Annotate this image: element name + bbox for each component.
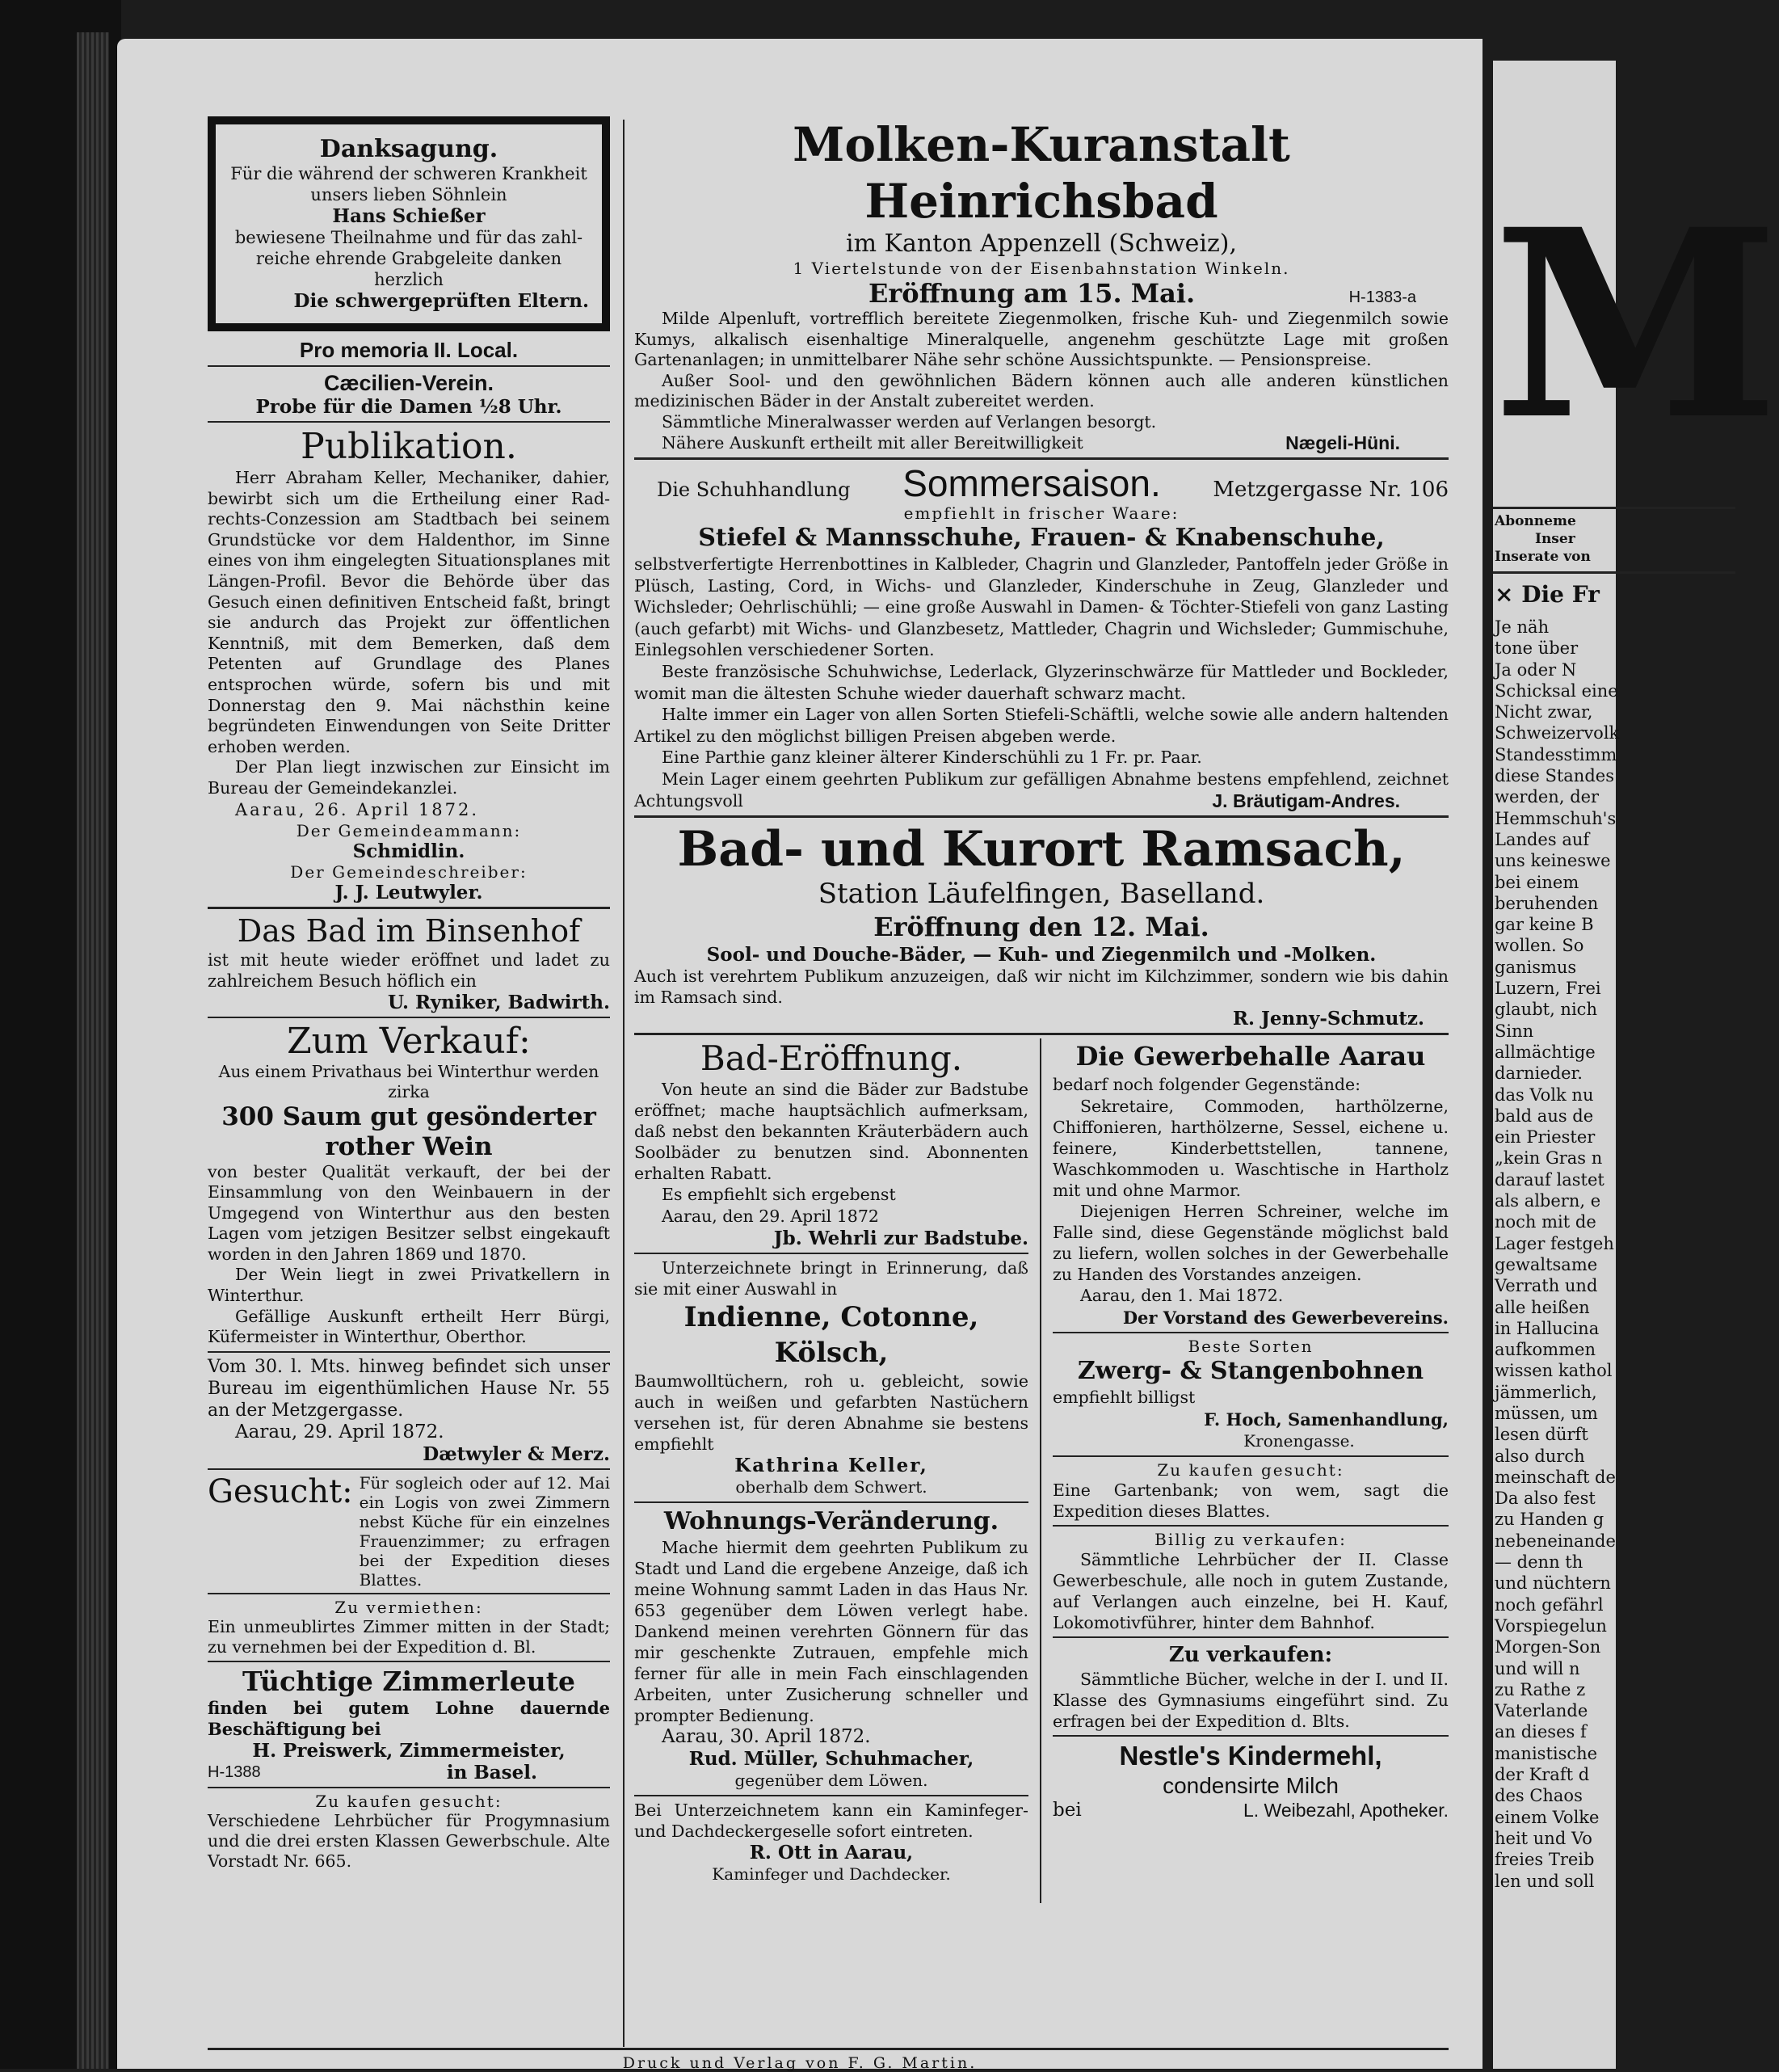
kaufen-text: Verschiedene Lehrbücher für Progymnasium und die drei ersten Klassen Gewerbschule. Alte Vorstadt Nr. 665. [208,1810,610,1871]
bureau-text: Vom 30. l. Mts. hinweg befindet sich unser Bureau im eigenthümlichen Hause Nr. 55 an der Metzgergasse. [208,1356,610,1421]
badeoeffnung-text-2: Es empfiehlt sich ergebenst [662,1185,896,1205]
divider [208,1351,610,1353]
column-rule [623,120,625,2047]
wohnung-date: Aarau, 30. April 1872. [662,1726,871,1748]
divider [634,1033,1449,1035]
next-page-article-text [1495,617,1619,1892]
publikation-text: Herr Abraham Keller, Mechaniker, dahier, bewirbt sich um die Ertheilung einer Rad-rechts-Conzession am Stadtbach bei seinem Grundstücke vor dem Haldenthor, im Sinne eines von ihm eingelegten Situationsplanes mit Längen-Profil. Bevor die Behörde über das Gesuch einen definitiven Entscheid faßt, bringt sie andurch das Projekt zur öffentlichen Kenntniß, mit dem Bemerken, daß dem Petenten auf Grundlage des Planes entsprochen würde, sofern bis und mit Donnerstag den 9. Mai nächsthin keine begründeten Einwendungen von Seite Dritter erhoben werden. [208,468,610,756]
next-page-article-title: × Die Fr [1495,581,1600,608]
danksagung-signature: Die schwergeprüften Eltern. [293,290,589,312]
next-page-text-line: lesen dürft [1495,1425,1588,1445]
next-page-text-line: des Chaos [1495,1786,1583,1806]
badeoeffnung-title: Bad-Eröffnung. [700,1038,963,1079]
indienne-title: Indienne, Cotonne, Kölsch, [683,1301,979,1370]
ramsach-subtitle: Station Läufelfingen, Baselland. [818,878,1265,911]
divider [1053,1332,1449,1333]
divider [634,815,1449,818]
nestle-bei: bei [1053,1800,1082,1821]
next-page-text-line: manistische [1495,1743,1598,1763]
zimmerleute-signature: H. Preiswerk, Zimmermeister, [252,1739,566,1762]
middle-left-subcolumn [634,1038,1028,1885]
next-page-text-line: alle heißen [1495,1297,1590,1317]
next-page-text-line: wissen kathol [1495,1361,1613,1381]
kaminfeger-signature-2: Kaminfeger und Dachdecker. [712,1864,951,1885]
next-page-text-line: Sinn [1495,1021,1534,1041]
next-page-text-line: noch gefährl [1495,1594,1604,1615]
indienne-signature-2: oberhalb dem Schwert. [735,1477,927,1497]
billig-title: Billig zu verkaufen: [1154,1530,1347,1550]
next-page-text-line: Schicksal eine [1495,680,1618,701]
next-page-text-line: uns keineswe [1495,851,1611,871]
zimmerleute-text: finden bei gutem Lohne dauernde Beschäftigung bei [208,1697,610,1739]
vermiethen-text: Ein unmeublirtes Zimmer mitten in der Stadt; zu vernehmen bei der Expedition d. Bl. [208,1616,610,1657]
molken-text-4: Nähere Auskunft ertheilt mit aller Bereitwilligkeit [662,433,1083,453]
bohnen-text: empfiehlt billigst [1053,1388,1196,1408]
divider [634,1253,1028,1254]
middle-section [634,116,1449,1903]
bureau-date: Aarau, 29. April 1872. [235,1421,444,1442]
binsenhof-title: Das Bad im Binsenhof [237,912,581,949]
next-page-text-line: Verrath und [1495,1276,1598,1296]
verkauf-title: Zum Verkauf: [287,1020,531,1062]
next-page-text-line: Schweizervolk [1495,723,1620,743]
wohnung-title: Wohnungs-Veränderung. [663,1507,999,1536]
next-page-text-line: jämmerlich, [1495,1382,1597,1402]
gewerbehalle-subtitle: bedarf noch folgender Gegenstände: [1053,1075,1361,1095]
middle-subcolumns [634,1038,1449,1903]
gewerbehalle-date: Aarau, den 1. Mai 1872. [1080,1286,1284,1306]
next-page-text-line: „kein Gras n [1495,1148,1603,1169]
sommer-text-3: Halte immer ein Lager von allen Sorten Stiefeli-Schäftli, welche sowie alle andern haltenden Artikel zu den möglichst billigen Preisen abgeben werde. [634,705,1449,746]
next-page-text-line: aufkommen [1495,1340,1596,1360]
bohnen-signature-2: Kronengasse. [1243,1431,1355,1451]
gewerbehalle-text: Sekretaire, Commoden, harthölzerne, Chiffonieren, harthölzerne, Sessel, eichene u. feinere, Kinderbettstellen, tannene, Waschkommoden u. Waschtische in Hartholz mit und ohne Marmor. [1053,1097,1449,1201]
next-page-text-line: beruhenden [1495,893,1599,913]
next-page-text-line: also durch [1495,1446,1585,1466]
sommer-head: Stiefel & Mannsschuhe, Frauen- & Knabenschuhe, [698,524,1385,552]
indienne-signature: Kathrina Keller, [734,1455,928,1477]
nestle-signature: L. Weibezahl, Apotheker. [1243,1800,1449,1821]
next-page-text-line: darauf lastet [1495,1169,1604,1190]
next-page-text-line: ganismus [1495,957,1577,977]
next-page-edge [1493,61,1779,2069]
next-page-text-line: meinschaft de [1495,1467,1616,1487]
bohnen-signature: F. Hoch, Samenhandlung, [1204,1409,1449,1430]
next-page-text-line: in Hallucina [1495,1318,1600,1338]
gewerbehalle-signature: Der Vorstand des Gewerbevereins. [1122,1308,1449,1329]
zuverkaufen-text: Sämmtliche Bücher, welche in der I. und II. Klasse des Gymnasiums eingeführt sind. Zu erfragen bei der Expedition d. Blts. [1053,1670,1449,1732]
divider [1053,1525,1449,1527]
badeoeffnung-text: Von heute an sind die Bäder zur Badstube eröffnet; mache hauptsächlich aufmerksam, daß nebst den bekannten Kräuterbädern auch Soolbäder zu benutzen sind. Abonnenten erhalten Rabatt. [634,1080,1028,1184]
next-page-text-line: Ja oder N [1495,659,1577,680]
next-page-text-line: bald aus de [1495,1105,1594,1126]
danksagung-title: Danksagung. [319,135,498,163]
next-page-text-line: zu Handen g [1495,1510,1604,1530]
sommer-header [634,463,1449,503]
nestle-subtitle: condensirte Milch [1163,1773,1339,1799]
next-page-inser: Inser [1535,531,1575,547]
danksagung-line: Für die während der schweren Krankheit [230,164,587,183]
divider [208,1017,610,1018]
divider [208,421,610,423]
ramsach-opening: Eröffnung den 12. Mai. [873,912,1209,943]
sommer-title: Sommersaison. [902,462,1161,504]
sommer-text-4: Eine Parthie ganz kleiner älterer Kinderschühli zu 1 Fr. pr. Paar. [662,748,1202,768]
wohnung-signature-2: gegenüber dem Löwen. [734,1771,928,1791]
next-page-text-line: allmächtige [1495,1042,1596,1062]
wohnung-signature: Rud. Müller, Schuhmacher, [688,1748,974,1771]
publikation-ammann: Schmidlin. [352,840,465,862]
book-binding [0,0,121,2069]
next-page-text-line: Lager festgeh [1495,1233,1614,1253]
publikation-ammann-label: Der Gemeindeammann: [296,820,522,840]
subcolumn-rule [1040,1038,1041,1903]
publikation-title: Publikation. [301,426,517,467]
next-page-text-line: Standesstimm [1495,744,1617,764]
divider [1053,1636,1449,1638]
bohnen-pre: Beste Sorten [1188,1337,1314,1357]
ramsach-line: Sool- und Douche-Bäder, — Kuh- und Ziegenmilch und -Molken. [706,944,1377,967]
next-page-text-line: darnieder. [1495,1063,1583,1084]
kaufen-title: Zu kaufen gesucht: [315,1791,503,1811]
next-page-inserate: Inserate von [1495,549,1591,565]
sommer-left: Die Schuhhandlung [657,478,851,501]
next-page-text-line: freies Treib [1495,1850,1595,1870]
publikation-date: Aarau, 26. April 1872. [235,799,480,819]
middle-right-subcolumn [1053,1038,1449,1821]
next-page-masthead-letter: M [1493,174,1779,477]
publikation-plan: Der Plan liegt inzwischen zur Einsicht im Bureau der Gemeindekanzlei. [208,757,610,798]
verkauf-wein: 300 Saum gut gesönderter rother Wein [221,1101,596,1161]
imprint: Druck und Verlag von F. G. Martin. [622,2054,978,2072]
divider [208,907,610,909]
next-page-text-line: Hemmschuh's [1495,808,1617,828]
next-page-text-line: als albern, e [1495,1191,1601,1211]
gesucht-notice [208,1473,610,1590]
kaminfeger-signature: R. Ott in Aarau, [749,1842,914,1864]
molken-footer [634,432,1449,454]
next-page-text-line: len und soll [1495,1871,1595,1891]
next-page-text-line: Je näh [1495,617,1550,637]
divider [208,1787,610,1788]
verkauf-text: von bester Qualität verkauft, der bei der Einsammlung von den Weinbauern in der Umgegend von Winterthur aus den besten Lagen vom jetzigen Besitzer selbst eingekauft worden in den Jahren 1869 und 1870. [208,1161,610,1264]
molken-text: Milde Alpenluft, vortrefflich bereitete Ziegenmolken, frische Kuh- und Ziegenmilch sowie Kumys, alkalisch eisenhaltige Mineralquelle, angenehm geschützte Lage mit großen Gartenanlagen; in unmittelbarer Nähe sehr schöne Aussichtspunkte. — Pensionspreise. [634,309,1449,369]
next-page-text-line: Vorspiegelun [1495,1615,1607,1636]
gartenbank-text: Eine Gartenbank; von wem, sagt die Expedition dieses Blattes. [1053,1480,1449,1522]
nestle-footer [1053,1800,1449,1821]
next-page-text-line: Morgen-Son [1495,1637,1601,1657]
molken-opening-row [634,278,1449,309]
next-page-text-line: müssen, um [1495,1403,1598,1423]
next-page-text-line: der Kraft d [1495,1765,1590,1785]
ramsach-signature: R. Jenny-Schmutz. [1232,1008,1424,1030]
sommer-text-2: Beste französische Schuhwichse, Lederlack, Glyzerinschwärze für Mattleder und Bockleder, womit man die ältesten Schuhe wieder dauerhaft schwarz macht. [634,661,1449,703]
next-page-text-line: an dieses f [1495,1722,1587,1742]
next-page-text-line: einem Volke [1495,1807,1600,1827]
billig-text: Sämmtliche Lehrbücher der II. Classe Gewerbeschule, alle noch in gutem Zustande, auf Verlangen auch einzelne, bei H. Kauf, Lokomotivführer, hinter dem Bahnhof. [1053,1550,1449,1633]
next-page-text-line: zu Rathe z [1495,1679,1586,1699]
sommer-text: selbstverfertigte Herrenbottines in Kalbleder, Chagrin und Glanzleder, Pantoffeln jeder Größe in Plüsch, Lasting, Cord, in Wichs- und Glanzleder, Kinderschuhe in Zeug, Glanzleder und Wichsleder; Oehrlischühli; — eine große Auswahl in Damen- & Töchter-Stiefeli von ganz Lasting (auch gefarbt) mit Wichs- und Glanzbesetz, Mattleder, Chagrin und Wichsleder; Gummischuhe, Einlegsohlen verschiedener Sorten. [634,554,1449,660]
next-page-text-line: Da also fest [1495,1489,1596,1509]
next-page-text-line: ein Priester [1495,1127,1596,1148]
next-page-text-line: gar keine B [1495,915,1594,935]
divider [634,1501,1028,1503]
binsenhof-text: ist mit heute wieder eröffnet und ladet zu zahlreichem Besuch höflich ein [208,950,610,991]
next-page-rule [1493,507,1735,509]
divider [634,1795,1028,1796]
molken-signature: Nægeli-Hüni. [1285,432,1400,453]
nestle-title: Nestle's Kindermehl, [1119,1741,1382,1771]
divider [634,457,1449,460]
next-page-text-line: Luzern, Frei [1495,979,1601,999]
verkauf-intro: Aus einem Privathaus bei Winterthur werden zirka [218,1061,599,1101]
gesucht-text: Für sogleich oder auf 12. Mai ein Logis von zwei Zimmern nebst Küche für ein einzelnes Frauenzimmer; zu erfragen bei der Expedition dieses Blattes. [359,1472,610,1590]
verkauf-text-2: Der Wein liegt in zwei Privatkellern in Winterthur. [208,1265,610,1306]
next-page-text-line: — denn th [1495,1552,1583,1573]
next-page-text-line: wollen. So [1495,936,1584,956]
danksagung-line: bewiesene Theilnahme und für das zahl- [234,228,583,247]
next-page-text-line: das Volk nu [1495,1084,1594,1105]
badeoeffnung-signature: Jb. Wehrli zur Badstube. [773,1228,1028,1250]
next-page-text-line: nebeneinande [1495,1531,1616,1551]
binsenhof-signature: U. Ryniker, Badwirth. [388,991,610,1013]
caecilien-probe: Probe für die Damen ½8 Uhr. [255,396,562,418]
molken-opening: Eröffnung am 15. Mai. [868,278,1196,309]
divider [1053,1735,1449,1737]
zimmerleute-code: H-1388 [208,1762,261,1781]
bohnen-title: Zwerg- & Stangenbohnen [1077,1357,1424,1386]
next-page-text-line: noch mit de [1495,1212,1596,1232]
danksagung-name: Hans Schießer [332,205,486,227]
molken-code: H-1383-a [1348,288,1416,306]
next-page-abonnement: Abonneme [1495,513,1576,529]
ramsach-text: Auch ist verehrtem Publikum anzuzeigen, daß wir nicht im Kilchzimmer, sondern wie bis dahin im Ramsach sind. [634,967,1449,1008]
zuverkaufen-title: Zu verkaufen: [1168,1643,1333,1668]
danksagung-notice [208,116,610,331]
molken-subtitle: im Kanton Appenzell (Schweiz), [845,230,1238,258]
zimmerleute-city: in Basel. [446,1761,537,1784]
publikation-schreiber-label: Der Gemeindeschreiber: [290,861,528,882]
danksagung-line: unsers lieben Söhnlein [310,185,507,204]
molken-text-3: Sämmtliche Mineralwasser werden auf Verlangen besorgt. [662,411,1157,432]
verkauf-text-3: Gefällige Auskunft ertheilt Herr Bürgi, Küfermeister in Winterthur, Oberthor. [208,1306,610,1347]
divider [208,1661,610,1662]
vermiethen-title: Zu vermiethen: [334,1597,483,1617]
divider [208,1468,610,1470]
next-page-text-line: und will n [1495,1658,1580,1678]
ramsach-title: Bad- und Kurort Ramsach, [677,821,1406,878]
publikation-schreiber: J. J. Leutwyler. [334,881,483,903]
sommer-text-5: Mein Lager einem geehrten Publikum zur gefälligen Abnahme bestens empfehlend, zeichnet Achtungsvoll [634,769,1449,811]
sommer-subtitle: empfiehlt in frischer Waare: [903,503,1180,523]
footer-rule [208,2048,1449,2050]
next-page-text-line: Landes auf [1495,829,1590,849]
zimmerleute-title: Tüchtige Zimmerleute [242,1665,576,1697]
next-page-text-line: und nüchtern [1495,1573,1611,1594]
sommer-right: Metzgergasse Nr. 106 [1213,478,1449,502]
danksagung-line: reiche ehrende Grabgeleite danken herzlich [255,249,562,289]
newspaper-page [117,39,1482,2072]
pro-memoria: Pro memoria II. Local. [299,338,519,362]
next-page-text-line: Nicht zwar, [1495,702,1593,722]
divider [208,365,610,367]
indienne-text-2: Baumwolltüchern, roh u. gebleicht, sowie auch in weißen und gefarbten Nastüchern versehen ist, für deren Abnahme sie bestens empfiehlt [634,1371,1028,1455]
wohnung-text: Mache hiermit dem geehrten Publikum zu Stadt und Land die ergebene Anzeige, daß ich meine Wohnung sammt Laden in das Haus Nr. 653 gegenüber dem Löwen verlegt habe. Dankend meinen verehrten Gönnern für das mir geschenkte Zutrauen, empfehle mich ferner für alle in mein Fach einschlagenden Arbeiten, unter Zusicherung schneller und prompter Bedienung. [634,1538,1028,1726]
left-column [208,116,610,1872]
next-page-text-line: glaubt, nich [1495,1000,1597,1020]
molken-title: Molken-Kuranstalt Heinrichsbad [793,117,1290,229]
caecilien-title: Cæcilien-Verein. [323,371,494,395]
next-page-text-line: werden, der [1495,787,1600,807]
next-page-text-line: gewaltsame [1495,1254,1598,1274]
indienne-text: Unterzeichnete bringt in Erinnerung, daß sie mit einer Auswahl in [634,1258,1028,1299]
gewerbehalle-text-2: Diejenigen Herren Schreiner, welche im Falle sind, diese Gegenstände möglichst bald zu liefern, wollen solches in der Gewerbehalle zu Handen des Vorstandes anzeigen. [1053,1202,1449,1285]
next-page-rule [1493,571,1735,574]
next-page-text-line: bei einem [1495,872,1579,892]
divider [208,1593,610,1594]
next-page-text-line: tone über [1495,638,1579,659]
bureau-signature: Dætwyler & Merz. [423,1442,610,1465]
gewerbehalle-title: Die Gewerbehalle Aarau [1075,1041,1426,1072]
zimmerleute-footer [208,1762,610,1784]
divider [1053,1455,1449,1457]
molken-subtitle-2: 1 Viertelstunde von der Eisenbahnstation Winkeln. [793,259,1290,278]
gesucht-title: Gesucht: [208,1472,353,1510]
badeoeffnung-date: Aarau, den 29. April 1872 [662,1207,879,1227]
molken-text-2: Außer Sool- und den gewöhnlichen Bädern können auch alle anderen künstlichen medizinischen Bäder in der Anstalt zubereitet werden. [634,370,1449,411]
kaminfeger-text: Bei Unterzeichnetem kann ein Kaminfeger- und Dachdeckergeselle sofort eintreten. [634,1800,1028,1842]
next-page-text-line: diese Standes [1495,766,1614,786]
gartenbank-title: Zu kaufen gesucht: [1157,1460,1344,1480]
sommer-signature: J. Bräutigam-Andres. [1212,790,1400,812]
next-page-text-line: heit und Vo [1495,1828,1592,1848]
book-spine [77,32,109,2069]
next-page-text-line: Vaterlande [1495,1701,1588,1721]
